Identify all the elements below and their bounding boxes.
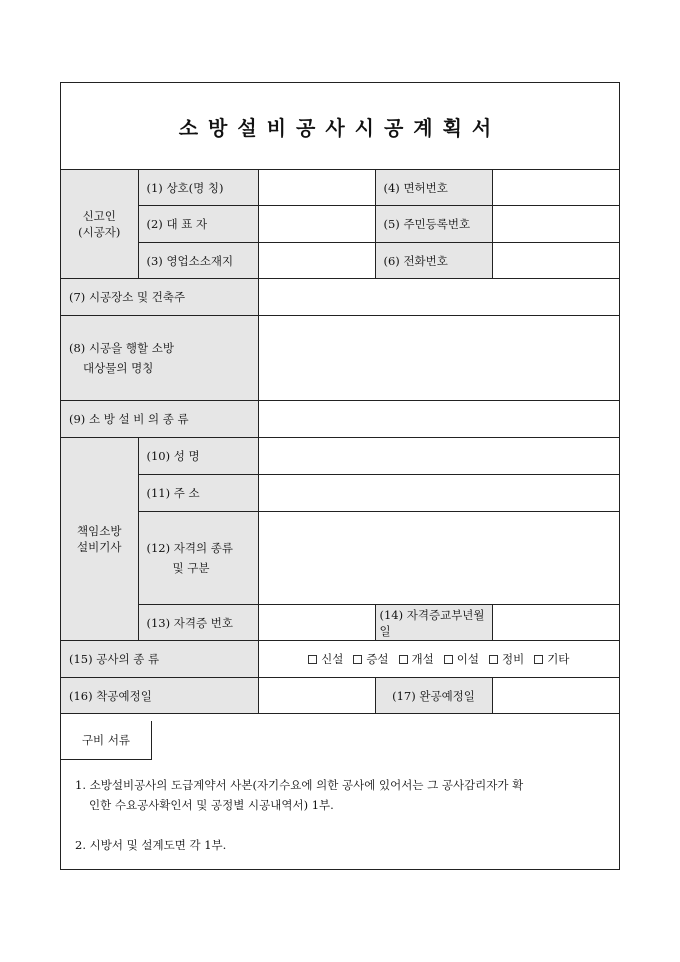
work-type-options <box>258 641 619 678</box>
label-target-name-line2: 대상물의 명칭 <box>83 361 154 375</box>
input-engineer-address[interactable] <box>258 475 619 512</box>
label-qualification <box>138 512 258 605</box>
label-phone: (6) 전화번호 <box>375 243 492 279</box>
row-3 <box>61 243 619 279</box>
label-engineer-name: (10) 성 명 <box>138 438 258 475</box>
option-relocate-label: 이설 <box>456 652 479 666</box>
label-license-cert-no: (13) 자격증 번호 <box>138 605 258 641</box>
label-work-type: (15) 공사의 종 류 <box>61 641 258 678</box>
row-12 <box>61 512 619 605</box>
row-15 <box>61 641 619 678</box>
label-qualification-line1: (12) 자격의 종류 <box>146 541 233 555</box>
label-resident-no: (5) 주민등록번호 <box>375 206 492 243</box>
checkbox-maintenance[interactable] <box>489 655 498 664</box>
applicant-label-line1: 신고인 <box>82 209 116 223</box>
input-engineer-name[interactable] <box>258 438 619 475</box>
applicant-group-label <box>61 170 138 279</box>
required-documents-title: 구비 서류 <box>61 721 152 760</box>
checkbox-remodel[interactable] <box>399 655 408 664</box>
label-license-no: (4) 면허번호 <box>375 170 492 206</box>
document-item-1 <box>75 775 611 815</box>
option-expand-label: 증설 <box>366 652 389 666</box>
label-facility-type: (9) 소 방 설 비 의 종 류 <box>61 401 258 438</box>
input-resident-no[interactable] <box>492 206 619 243</box>
label-trade-name: (1) 상호(명 칭) <box>138 170 258 206</box>
option-expand[interactable] <box>353 651 388 667</box>
required-documents <box>61 721 619 869</box>
input-qualification[interactable] <box>258 512 619 605</box>
label-office-address: (3) 영업소소재지 <box>138 243 258 279</box>
checkbox-new[interactable] <box>308 655 317 664</box>
label-qualification-line2: 및 구분 <box>172 561 210 575</box>
input-issue-date[interactable] <box>492 605 619 641</box>
applicant-label-line2: (시공자) <box>78 225 121 239</box>
engineer-group-label <box>61 438 138 641</box>
input-license-cert-no[interactable] <box>258 605 375 641</box>
row-10 <box>61 438 619 475</box>
label-end-date: (17) 완공예정일 <box>375 678 492 714</box>
form-title: 소방설비공사시공계획서 <box>61 83 619 170</box>
option-relocate[interactable] <box>444 651 479 667</box>
row-7 <box>61 279 619 316</box>
input-start-date[interactable] <box>258 678 375 714</box>
option-remodel-label: 개설 <box>411 652 434 666</box>
option-new-label: 신설 <box>321 652 344 666</box>
checkbox-expand[interactable] <box>353 655 362 664</box>
row-1 <box>61 170 619 206</box>
option-maintenance[interactable] <box>489 651 524 667</box>
form-table <box>61 169 619 714</box>
option-remodel[interactable] <box>399 651 434 667</box>
construction-plan-form <box>60 82 620 870</box>
label-engineer-address: (11) 주 소 <box>138 475 258 512</box>
input-target-name[interactable] <box>258 316 619 401</box>
option-maintenance-label: 정비 <box>501 652 525 666</box>
engineer-label-line2: 설비기사 <box>77 540 122 554</box>
input-end-date[interactable] <box>492 678 619 714</box>
label-target-name <box>61 316 258 401</box>
input-trade-name[interactable] <box>258 170 375 206</box>
input-license-no[interactable] <box>492 170 619 206</box>
input-facility-type[interactable] <box>258 401 619 438</box>
label-site-owner: (7) 시공장소 및 건축주 <box>61 279 258 316</box>
label-target-name-line1: (8) 시공을 행할 소방 <box>69 341 175 355</box>
input-site-owner[interactable] <box>258 279 619 316</box>
option-new[interactable] <box>308 651 343 667</box>
row-11 <box>61 475 619 512</box>
input-representative[interactable] <box>258 206 375 243</box>
row-9 <box>61 401 619 438</box>
row-8 <box>61 316 619 401</box>
option-other[interactable] <box>534 651 569 667</box>
document-item-2: 2. 시방서 및 설계도면 각 1부. <box>75 838 227 852</box>
label-representative: (2) 대 표 자 <box>138 206 258 243</box>
input-office-address[interactable] <box>258 243 375 279</box>
checkbox-other[interactable] <box>534 655 543 664</box>
label-start-date: (16) 착공예정일 <box>61 678 258 714</box>
checkbox-relocate[interactable] <box>444 655 453 664</box>
option-other-label: 기타 <box>547 652 570 666</box>
row-13 <box>61 605 619 641</box>
document-item-1-line1: 1. 소방설비공사의 도급계약서 사본(자기수요에 의한 공사에 있어서는 그 공사감리자가 확 <box>75 778 524 792</box>
row-16 <box>61 678 619 714</box>
document-item-1-line2: 인한 수요공사확인서 및 공정별 시공내역서) 1부. <box>89 798 334 812</box>
label-issue-date: (14) 자격증교부년월일 <box>375 605 492 641</box>
input-phone[interactable] <box>492 243 619 279</box>
engineer-label-line1: 책임소방 <box>77 524 122 538</box>
row-2 <box>61 206 619 243</box>
